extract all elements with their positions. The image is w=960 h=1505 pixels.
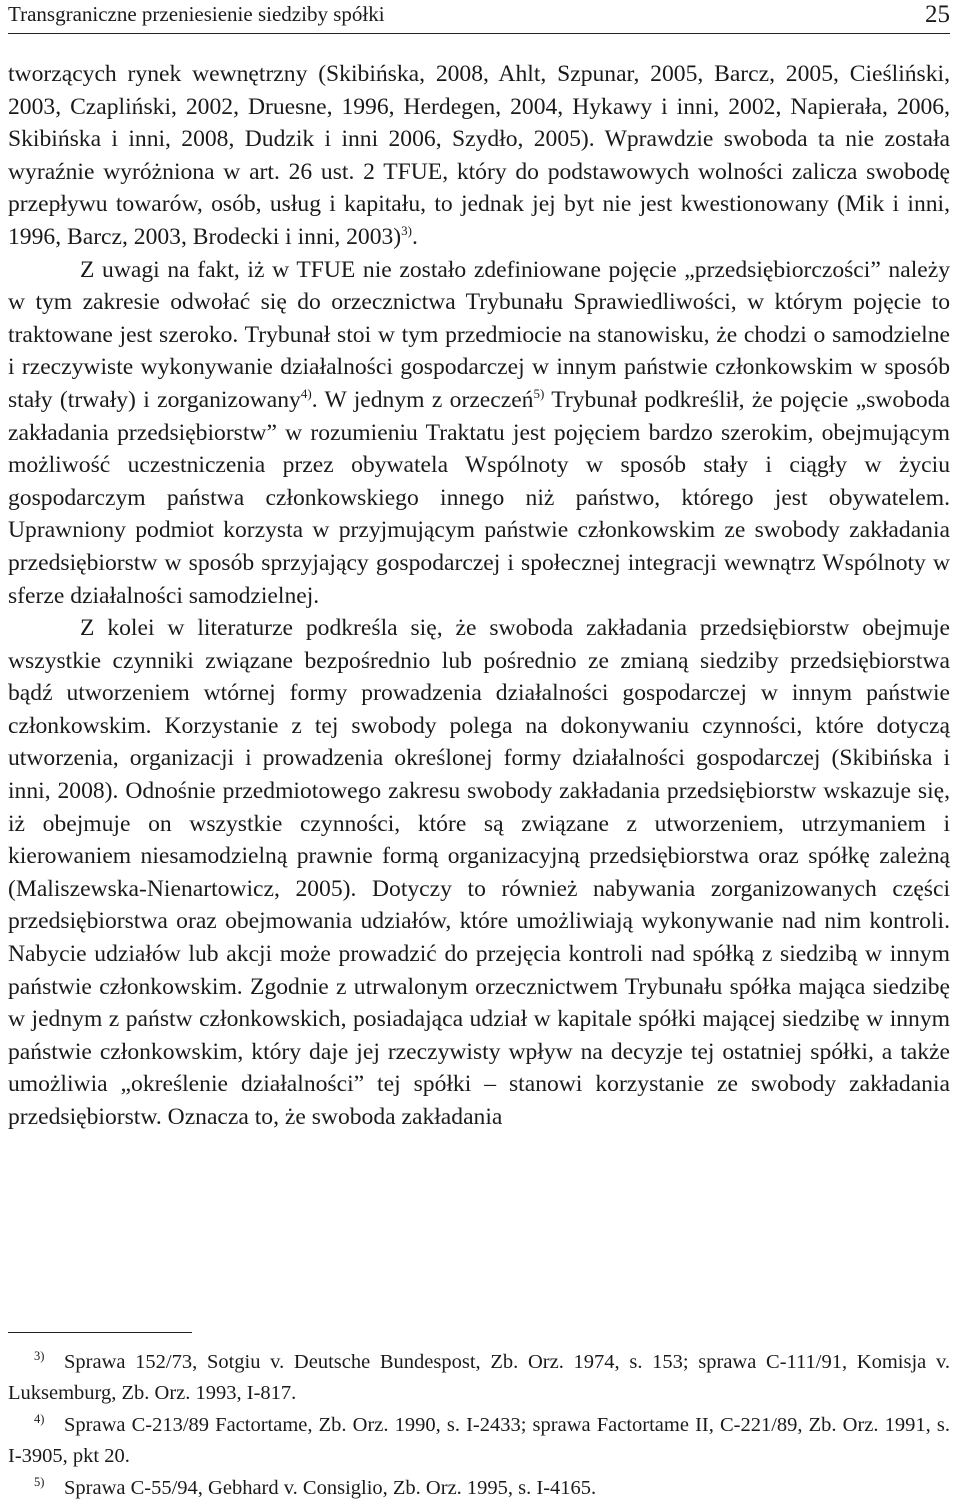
footnotes: [8, 1347, 950, 1505]
running-title: Transgraniczne przeniesienie siedziby spółki: [8, 2, 385, 26]
text-run: Trybunał podkreślił, że pojęcie „swoboda zakładania przedsiębiorstw” w rozumieniu Traktatu jest pojęciem bardzo szerokim, obejmującym możliwość uczestniczenia przez obywatela Wspólnoty w sposób stały i ciągły w życiu gospodarczym państwa członkowskiego innego niż państwo, którego jest obywatelem. Uprawniony podmiot korzysta w przyjmującym państwie członkowskim ze swobody zakładania przedsiębiorstw w sposób sprzyjający gospodarczej i społecznej integracji wewnątrz Wspólnoty w sferze działalności samodzielnej.: [8, 386, 950, 609]
footnote: 4) Sprawa C-213/89 Factortame, Zb. Orz. 1990, s. I-2433; sprawa Factortame II, C-221/89, Zb. Orz. 1991, s. I-3905, pkt 20.: [8, 1412, 950, 1467]
body-text: [8, 58, 950, 1134]
paragraph: [8, 612, 950, 1134]
text-run: Z uwagi na fakt, iż w TFUE nie zostało zdefiniowane pojęcie „przedsiębiorczości” należy w tym zakresie odwołać się do orzecznictwa Trybunału Sprawiedliwości, w którym pojęcie to traktowane jest szeroko. Trybunał stoi w tym przedmiocie na stanowisku, że chodzi o samodzielne i rzeczywiste wykonywanie działalności gospodarczej w innym państwie członkowskim w sposób stały (trwały) i zorganizowany: [8, 256, 950, 413]
footnote-separator: [8, 1332, 192, 1333]
footnote: 3) Sprawa 152/73, Sotgiu v. Deutsche Bundespost, Zb. Orz. 1974, s. 153; sprawa C-111/91, Komisja v. Luksemburg, Zb. Orz. 1993, I-817.: [8, 1349, 950, 1404]
text-run: . W jednym z orzeczeń: [311, 386, 534, 413]
page-number: 25: [925, 1, 950, 28]
running-header: [8, 0, 950, 34]
footnote-ref[interactable]: 4): [300, 385, 312, 401]
footnote-text: Sprawa C-213/89 Factortame, Zb. Orz. 1990, s. I-2433; sprawa Factortame II, C-221/89, Zb. Orz. 1991, s. I-3905, pkt 20.: [8, 1414, 950, 1467]
footnote-ref[interactable]: 5): [533, 385, 545, 401]
text-run: Z kolei w literaturze podkreśla się, że swoboda zakładania przedsiębiorstw obejmuje wszystkie czynniki związane bezpośrednio lub pośrednio ze zmianą siedziby przedsiębiorstwa bądź utworzeniem wtórnej formy prowadzenia działalności gospodarczej w innym państwie członkowskim. Korzystanie z tej swobody polega na dokonywaniu czynności, które dotyczą utworzenia, organizacji i prowadzenia określonej formy działalności gospodarczej (Skibińska i inni, 2008). Odnośnie przedmiotowego zakresu swobody zakładania przedsiębiorstw wskazuje się, iż obejmuje on wszystkie czynności, które są związane z utworzeniem, utrzymaniem i kierowaniem niesamodzielną prawnie formą organizacyjną przedsiębiorstwa oraz spółkę zależną (Maliszewska-Nienartowicz, 2005). Dotyczy to również nabywania zorganizowanych części przedsiębiorstwa oraz obejmowania udziałów, które umożliwiają wykonywanie nad nim kontroli. Nabycie udziałów lub akcji może prowadzić do przejęcia kontroli nad spółką z siedzibą w innym państwie członkowskim. Zgodnie z utrwalonym orzecznictwem Trybunału spółka mająca siedzibę w jednym z państw członkowskich, posiadająca udział w kapitale spółki mającej siedzibę w innym państwie członkowskim, który daje jej rzeczywisty wpływ na decyzje tej ostatniej spółki, a także umożliwia „określenie działalności” tej spółki – stanowi korzystanie ze swobody zakładania przedsiębiorstw. Oznacza to, że swoboda zakładania: [8, 615, 950, 1130]
footnote: 5) Sprawa C-55/94, Gebhard v. Consiglio, Zb. Orz. 1995, s. I-4165.: [34, 1475, 597, 1499]
footnote-ref[interactable]: 3): [401, 222, 412, 238]
footnote-text: Sprawa C-55/94, Gebhard v. Consiglio, Zb. Orz. 1995, s. I-4165.: [64, 1477, 597, 1499]
paragraph: [8, 58, 950, 254]
text-run: .: [412, 223, 418, 250]
text-run: tworzących rynek wewnętrzny (Skibińska, 2008, Ahlt, Szpunar, 2005, Barcz, 2005, Cieśliński, 2003, Czapliński, 2002, Druesne, 1996, Herdegen, 2004, Hykawy i inni, 2002, Napierała, 2006, Skibińska i inni, 2008, Dudzik i inni 2006, Szydło, 2005). Wprawdzie swoboda ta nie została wyraźnie wyróżniona w art. 26 ust. 2 TFUE, który do podstawowych wolności zalicza swobodę przepływu towarów, osób, usług i kapitału, to jednak jej byt nie jest kwestionowany (Mik i inni, 1996, Barcz, 2003, Brodecki i inni, 2003): [8, 61, 950, 250]
paragraph: [8, 254, 950, 613]
footnote-text: Sprawa 152/73, Sotgiu v. Deutsche Bundespost, Zb. Orz. 1974, s. 153; sprawa C-111/91, Komisja v. Luksemburg, Zb. Orz. 1993, I-817.: [8, 1351, 950, 1404]
